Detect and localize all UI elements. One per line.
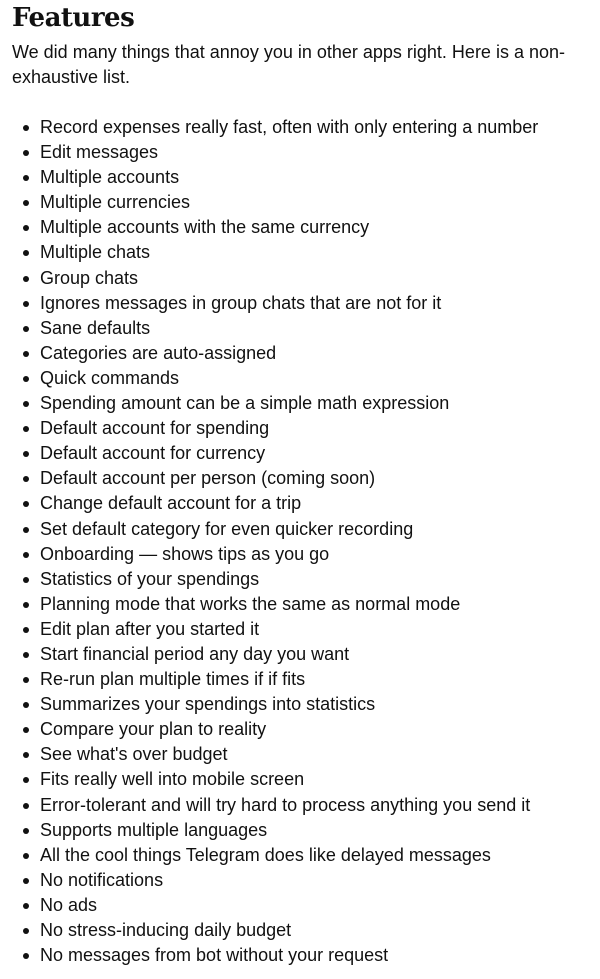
feature-list-item xyxy=(0,742,600,767)
bullet-icon xyxy=(23,928,29,934)
bullet-icon xyxy=(23,828,29,834)
bullet-icon xyxy=(23,175,29,181)
feature-list-item xyxy=(0,542,600,567)
bullet-icon xyxy=(23,702,29,708)
feature-text: No stress-inducing daily budget xyxy=(40,920,292,940)
feature-list-item xyxy=(0,818,600,843)
bullet-icon xyxy=(23,878,29,884)
bullet-icon xyxy=(23,677,29,683)
bullet-icon xyxy=(23,326,29,332)
feature-list-item xyxy=(0,717,600,742)
bullet-icon xyxy=(23,602,29,608)
bullet-icon xyxy=(23,376,29,382)
bullet-icon xyxy=(23,451,29,457)
feature-text: Compare your plan to reality xyxy=(40,719,267,740)
feature-list-item xyxy=(0,667,600,692)
bullet-icon xyxy=(23,853,29,859)
feature-list-item xyxy=(0,341,600,366)
feature-text: Set default category for even quicker recording xyxy=(40,518,414,539)
bullet-icon xyxy=(23,476,29,482)
feature-text: Multiple accounts xyxy=(40,167,180,188)
feature-list-item xyxy=(0,642,600,667)
bullet-icon xyxy=(23,351,29,357)
intro-paragraph: We did many things that annoy you in other apps right. Here is a non-exhaustive list. xyxy=(12,42,565,87)
feature-list-item xyxy=(0,291,600,316)
bullet-icon xyxy=(23,752,29,758)
bullet-icon xyxy=(23,727,29,733)
feature-list-item xyxy=(0,893,600,918)
feature-text: Spending amount can be a simple math expression xyxy=(40,393,450,414)
feature-text: Edit plan after you started it xyxy=(40,618,260,639)
feature-text: No ads xyxy=(40,894,98,915)
feature-text: Default account for currency xyxy=(40,443,266,464)
bullet-icon xyxy=(23,627,29,633)
feature-list-item xyxy=(0,868,600,893)
feature-text: Multiple accounts with the same currency xyxy=(40,217,370,238)
feature-text: Error-tolerant and will try hard to process anything you send it xyxy=(40,794,531,815)
feature-list-item xyxy=(0,466,600,491)
bullet-icon xyxy=(23,527,29,533)
feature-list-item xyxy=(0,316,600,341)
feature-list-item xyxy=(0,918,600,943)
feature-text: Change default account for a trip xyxy=(40,493,302,514)
feature-text: Quick commands xyxy=(40,367,180,388)
feature-text: Re-run plan multiple times if if fits xyxy=(40,669,306,690)
feature-text: Multiple currencies xyxy=(40,192,191,213)
feature-list-item xyxy=(0,115,600,140)
bullet-icon xyxy=(23,903,29,909)
feature-list-item xyxy=(0,366,600,391)
feature-text: Default account for spending xyxy=(40,418,270,439)
bullet-icon xyxy=(23,777,29,783)
feature-list-item xyxy=(0,416,600,441)
feature-text: All the cool things Telegram does like delayed messages xyxy=(40,844,491,865)
feature-list xyxy=(0,115,600,968)
feature-list-item xyxy=(0,517,600,542)
feature-text: Summarizes your spendings into statistics xyxy=(40,694,376,715)
feature-list-item xyxy=(0,215,600,240)
feature-list-item xyxy=(0,592,600,617)
bullet-icon xyxy=(23,652,29,658)
bullet-icon xyxy=(23,577,29,583)
feature-text: Multiple chats xyxy=(40,242,151,263)
bullet-icon xyxy=(23,501,29,507)
feature-list-item xyxy=(0,391,600,416)
feature-list-item xyxy=(0,793,600,818)
feature-text: Ignores messages in group chats that are not for it xyxy=(40,292,442,313)
feature-text: Onboarding — shows tips as you go xyxy=(40,543,330,564)
feature-text: No messages from bot without your request xyxy=(40,945,389,966)
bullet-icon xyxy=(23,250,29,256)
feature-list-item xyxy=(0,843,600,868)
bullet-icon xyxy=(23,200,29,206)
feature-list-item xyxy=(0,692,600,717)
page-title: Features xyxy=(12,3,135,33)
feature-list-item xyxy=(0,240,600,265)
feature-list-item xyxy=(0,165,600,190)
bullet-icon xyxy=(23,953,29,959)
feature-list-item xyxy=(0,567,600,592)
feature-text: Supports multiple languages xyxy=(40,819,268,840)
bullet-icon xyxy=(23,276,29,282)
feature-text: Fits really well into mobile screen xyxy=(40,769,305,790)
feature-text: Start financial period any day you want xyxy=(40,643,350,664)
bullet-icon xyxy=(23,125,29,131)
feature-list-item xyxy=(0,767,600,792)
feature-text: Sane defaults xyxy=(40,317,151,338)
bullet-icon xyxy=(23,401,29,407)
feature-list-item xyxy=(0,617,600,642)
bullet-icon xyxy=(23,803,29,809)
feature-text: No notifications xyxy=(40,869,164,890)
feature-list-item xyxy=(0,491,600,516)
feature-text: Default account per person (coming soon) xyxy=(40,468,376,489)
feature-text: Categories are auto-assigned xyxy=(40,342,277,363)
feature-list-item xyxy=(0,441,600,466)
feature-text: Group chats xyxy=(40,267,139,288)
feature-text: See what's over budget xyxy=(40,744,228,765)
feature-text: Statistics of your spendings xyxy=(40,568,260,589)
bullet-icon xyxy=(23,426,29,432)
feature-text: Planning mode that works the same as normal mode xyxy=(40,593,461,614)
bullet-icon xyxy=(23,301,29,307)
feature-list-item xyxy=(0,190,600,215)
feature-list-item xyxy=(0,266,600,291)
feature-text: Edit messages xyxy=(40,142,159,163)
feature-list-item xyxy=(0,943,600,968)
feature-list-item xyxy=(0,140,600,165)
bullet-icon xyxy=(23,552,29,558)
feature-text: Record expenses really fast, often with only entering a number xyxy=(40,117,539,137)
bullet-icon xyxy=(23,225,29,231)
bullet-icon xyxy=(23,150,29,156)
